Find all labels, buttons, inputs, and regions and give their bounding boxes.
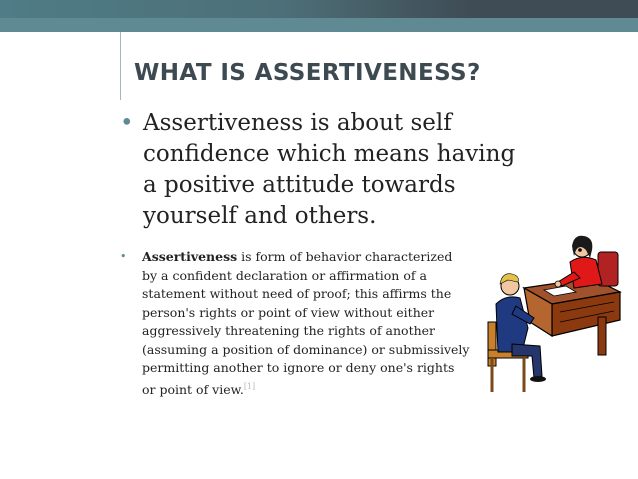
header-accent-bar — [0, 18, 638, 32]
bullet-marker: • — [120, 110, 134, 136]
bullet-definition-text — [120, 248, 470, 399]
definition-body: is form of behavior characterized by a confident declaration or affirmation of a statement without need of proof; this affirms the person's rights or point of view without either aggressively threatening the rights of another (assuming a position of dominance) or submissively permitting another to ignore or deny one's rights or point of view. — [142, 249, 470, 397]
bullet-main-text: Assertiveness is about self confidence which means having a positive attitude towards yourself and others. — [143, 110, 516, 229]
two-people-at-desk-illustration — [482, 232, 626, 392]
bullet-main — [120, 108, 520, 232]
bullet-definition — [120, 248, 470, 399]
slide-title: WHAT IS ASSERTIVENESS? — [134, 60, 481, 86]
footnote-ref[interactable]: [1] — [243, 381, 256, 391]
definition-term: Assertiveness — [142, 249, 238, 264]
bullet-marker: • — [120, 250, 127, 263]
header-bar-gradient — [0, 0, 470, 18]
title-divider — [120, 32, 121, 100]
